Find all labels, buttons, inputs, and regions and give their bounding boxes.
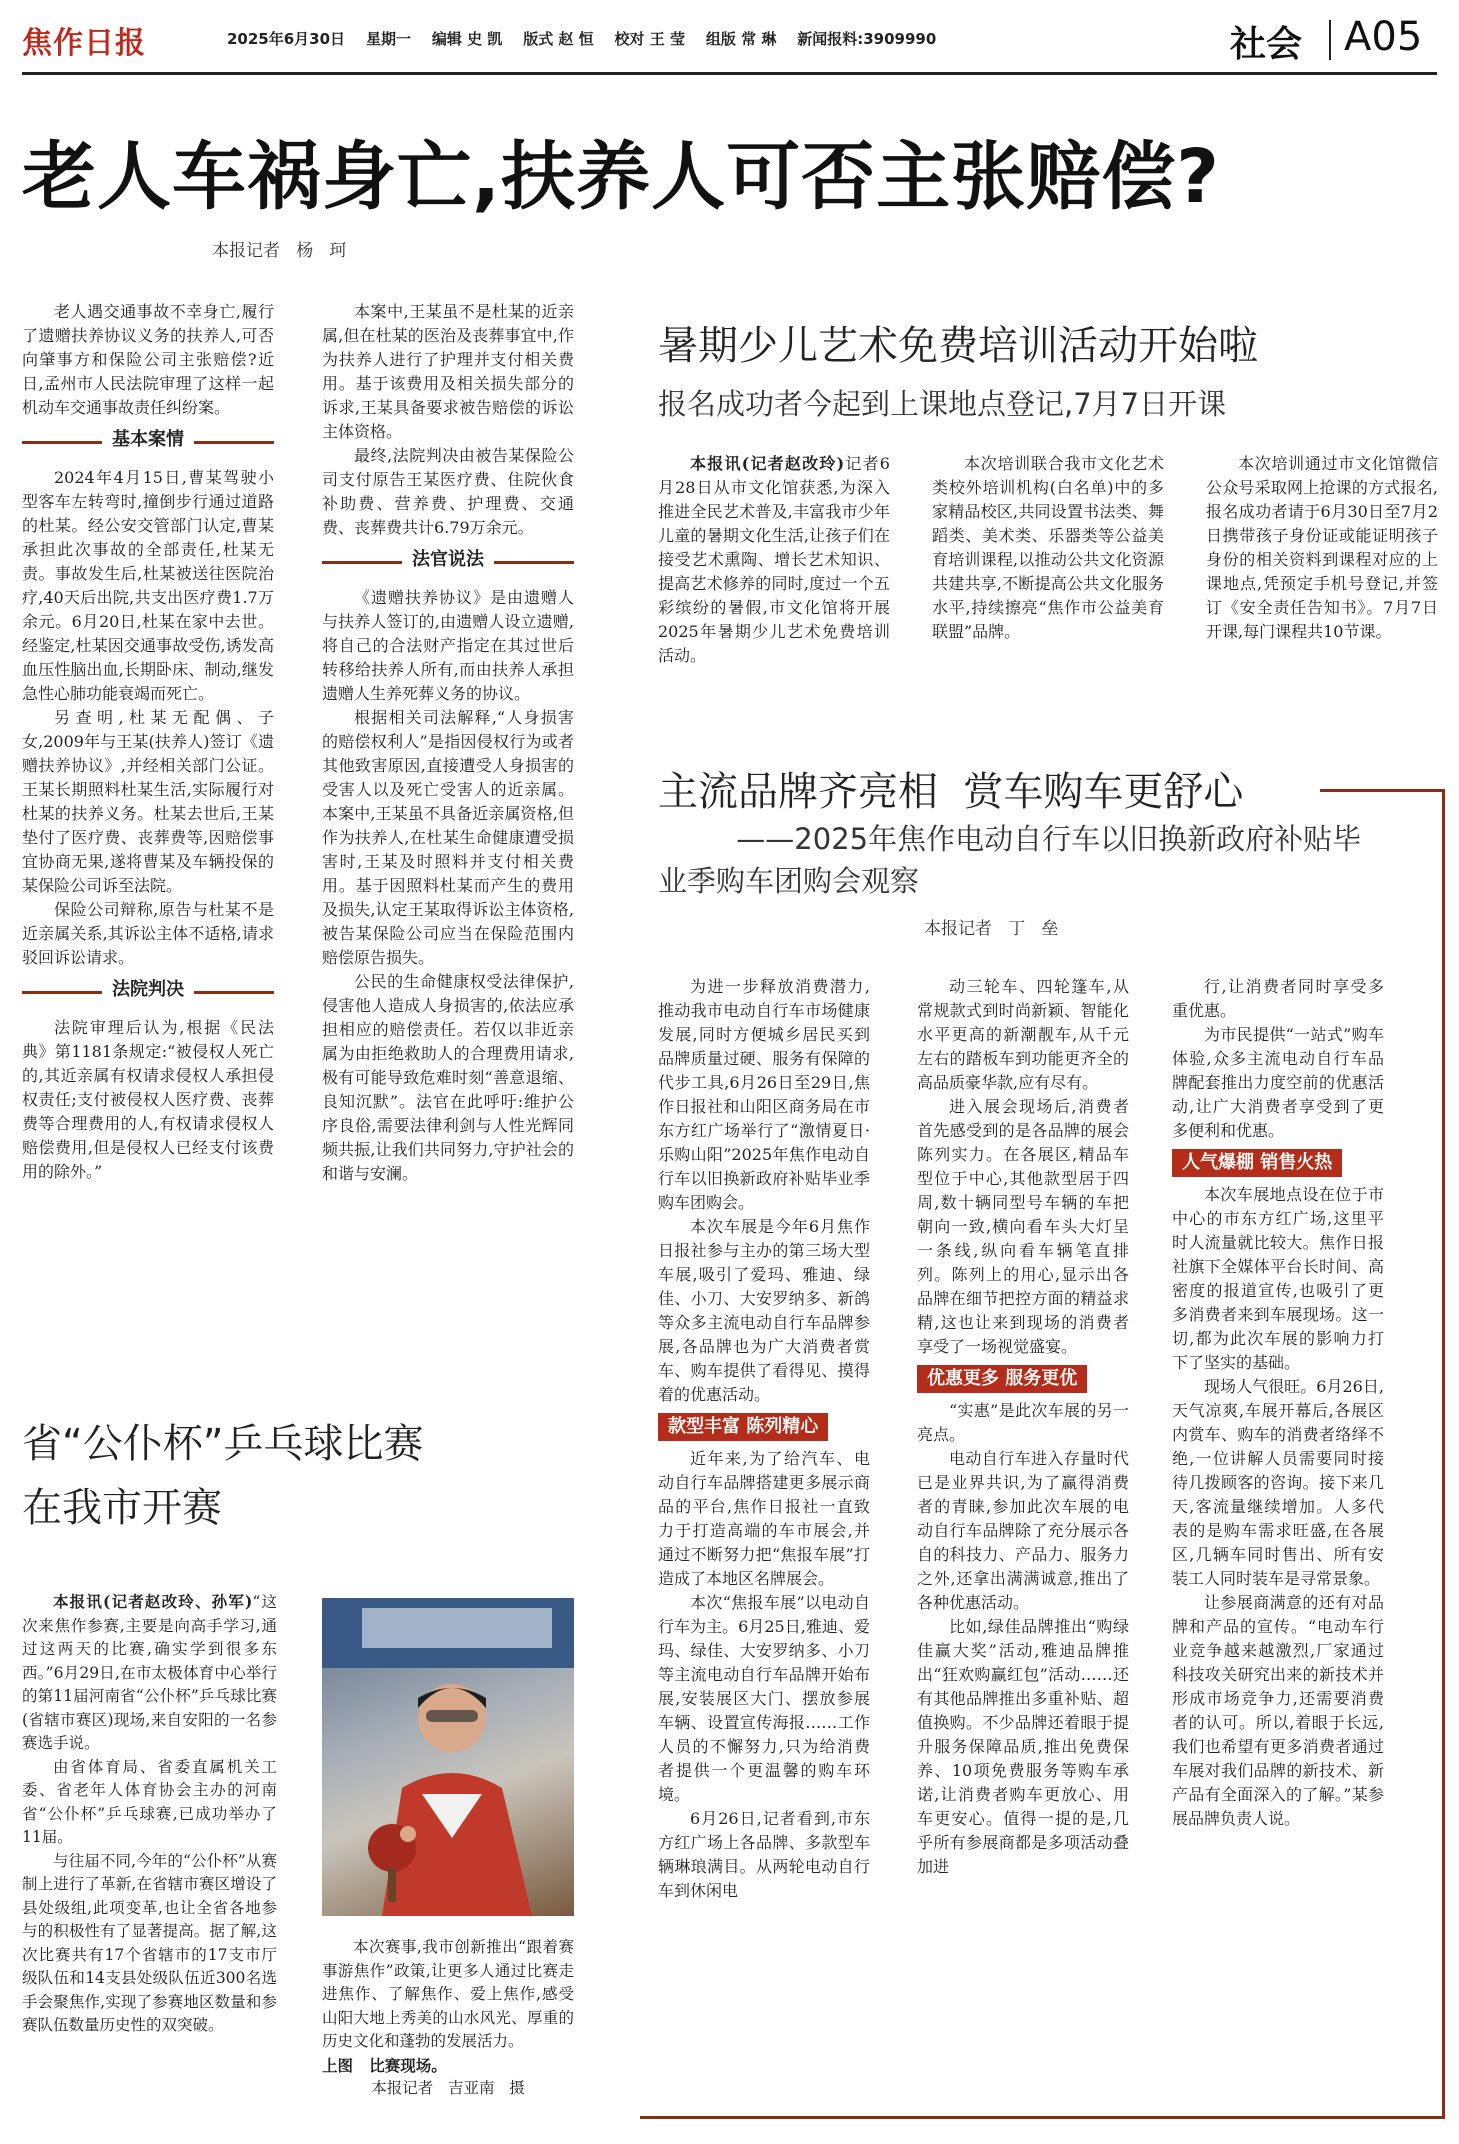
paragraph: 本次培训联合我市文化艺术类校外培训机构(白名单)中的多家精品校区,共同设置书法类、舞蹈类、美术类、乐器类等公益美育培训课程,以推动公共文化资源共建共享,不断提高公共文化服务水平,持续擦亮“焦作市公益美育联盟”品牌。 [932,454,1164,641]
article3-col1 [658,975,870,1903]
proofreader: 校对 王 莹 [614,30,685,48]
newspaper-logo: 焦作日报 [22,26,146,61]
section-head-basic-facts [22,426,274,458]
issue-date: 2025年6月30日 [227,30,346,48]
paragraph: 《遗赠扶养协议》是由遗赠人与扶养人签订的,由遗赠人设立遗赠,将自己的合法财产指定在其过世后转移给扶养人所有,而由扶养人承担遗赠人生养死葬义务的协议。 [322,588,574,703]
paragraph: 另查明,杜某无配偶、子女,2009年与王某(扶养人)签订《遗赠扶养协议》,并经相关部门公证。王某长期照料杜某生活,实际履行对杜某的扶养义务。杜某去世后,王某垫付了医疗费、丧葬费等,因赔偿事宜协商无果,遂将曹某及车辆投保的某保险公司诉至法院。 [22,708,274,895]
paragraph: 2024年4月15日,曹某驾驶小型客车左转弯时,撞倒步行通过道路的杜某。经公安交管部门认定,曹某承担此次事故的全部责任,杜某无责。事故发生后,杜某被送往医院治疗,40天后出院,共支出医疗费1.7万余元。6月20日,杜某在家中去世。经鉴定,杜某因交通事故受伤,诱发高血压性脑出血,长期卧床、制动,继发急性心肺功能衰竭而死亡。 [22,468,274,703]
paragraph: 动三轮车、四轮篷车,从常规款式到时尚新颖、智能化水平更高的新潮靓车,从千元左右的踏板车到功能更齐全的高品质豪华款,应有尽有。 [917,977,1129,1092]
news-hotline: 新闻报料:3909990 [797,30,937,48]
paragraph: “实惠”是此次车展的另一亮点。 [917,1401,1129,1444]
typesetter: 组版 常 琳 [705,30,777,48]
paragraph: 现场人气很旺。6月26日,天气凉爽,车展开幕后,各展区内赏车、购车的消费者络绎不绝,一位讲解人员需要同时接待几拨顾客的咨询。接下来几天,客流量继续增加。人多代表的是购车需求旺盛,在各展区,几辆车同时售出、所有安装工人同时装车是寻常景象。 [1172,1377,1384,1588]
article4-col1 [22,1590,277,2038]
paragraph: 电动自行车进入存量时代已是业界共识,为了赢得消费者的青睐,参加此次车展的电动自行车品牌除了充分展示各自的科技力、产品力、服务力之外,还拿出满满诚意,推出了各种优惠活动。 [917,1449,1129,1612]
paragraph: 由省体育局、省委直属机关工委、省老年人体育协会主办的河南省“公仆杯”乒乓球赛,已成功举办了11届。 [22,1757,277,1846]
dateline: 本报讯(记者赵改玲、孙军) [53,1592,253,1611]
photo-caption: 上图 比赛现场。 [322,2055,447,2075]
intro-paragraph: 老人遇交通事故不幸身亡,履行了遗赠扶养协议义务的扶养人,可否向肇事方和保险公司主张赔偿?近日,孟州市人民法院审理了这样一起机动车交通事故责任纠纷案。 [22,302,274,417]
paragraph: 比如,绿佳品牌推出“购绿佳赢大奖”活动,雅迪品牌推出“狂欢购赢红包”活动……还有其他品牌推出多重补贴、超值换购。不少品牌还着眼于提升服务保障品质,推出免费保养、10项免费服务等购车承诺,让消费者购车更放心、用车更安心。值得一提的是,几乎所有参展商都是多项活动叠加进 [917,1617,1129,1876]
subsection-tag: 优惠更多 服务更优 [917,1365,1087,1393]
article1-col1 [22,300,274,1184]
section-head-judge-says [322,546,574,578]
article3-subhead: ——2025年焦作电动自行车以旧换新政府补贴毕业季购车团购会观察 [658,822,1362,898]
paragraph: 进入展会现场后,消费者首先感受到的是各品牌的展会陈列实力。在各展区,精品车型位于中心,其他款型居于四周,数十辆同型号车辆的车把朝向一致,横向看车头大灯呈一条线,纵向看车辆笔直排列。陈列上的用心,显示出各品牌在细节把控方面的精益求精,这也让来到现场的消费者享受了一场视觉盛宴。 [917,1097,1129,1356]
editor: 编辑 史 凯 [431,30,503,48]
article3-col3 [1172,975,1384,1831]
article2-col2 [932,452,1164,644]
player-figure-icon [322,1598,574,1916]
paragraph: 本次培训通过市文化馆微信公众号采取网上抢课的方式报名,报名成功者请于6月30日至7月2日携带孩子身份证或能证明孩子身份的相关资料到课程对应的上课地点,凭预定手机号登记,并签订《安全责任告知书》。7月7日开课,每门课程共10节课。 [1206,454,1438,641]
article4-headline-line1: 省“公仆杯”乒乓球比赛 [22,1421,424,1467]
article3-byline: 本报记者 丁 垒 [924,919,1059,939]
article2-col3 [1206,452,1438,644]
article2-headline: 暑期少儿艺术免费培训活动开始啦 [658,323,1258,369]
paragraph: 法院审理后认为,根据《民法典》第1181条规定:“被侵权人死亡的,其近亲属有权请求侵权人承担侵权责任;支付被侵权人医疗费、丧葬费等合理费用的人,有权请求侵权人赔偿费用,但是侵权人已经支付该费用的除外。” [22,1018,274,1181]
article4-col2 [322,1936,574,2101]
article3-col2 [917,975,1129,1879]
section-name: 社会 [1230,24,1303,65]
section-head-label: 基本案情 [102,428,194,452]
table-tennis-photo [322,1598,574,1916]
article1-byline: 本报记者 杨 珂 [212,241,347,261]
section-head-label: 法官说法 [402,548,494,572]
weekday: 星期一 [365,30,411,48]
masthead-rule [22,72,1437,75]
paragraph-text: “这次来焦作参赛,主要是向高手学习,通过这两天的比赛,确实学到很多东西。”6月29日,在市太极体育中心举行的第11届河南省“公仆杯”乒乓球比赛(省辖市赛区)现场,来自安阳的一名参赛选手说。 [22,1593,277,1752]
section-head-label: 法院判决 [102,978,194,1002]
paragraph: 根据相关司法解释,“人身损害的赔偿权利人”是指因侵权行为或者其他致害原因,直接遭受人身损害的受害人以及死亡受害人的近亲属。本案中,王某虽不具备近亲属资格,但作为扶养人,在杜某生命健康遭受损害时,王某及时照料并支付相关费用。基于因照料杜某而产生的费用及损失,认定王某取得诉讼主体资格,被告某保险公司应当在保险范围内赔偿原告损失。 [322,708,574,967]
paragraph: 本次赛事,我市创新推出“跟着赛事游焦作”政策,让更多人通过比赛走进焦作、了解焦作、爱上焦作,感受山阳大地上秀美的山水风光、厚重的历史文化和蓬勃的发展活力。 [322,1938,574,2050]
article2-subhead: 报名成功者今起到上课地点登记,7月7日开课 [658,387,1227,421]
paragraph: 本次车展是今年6月焦作日报社参与主办的第三场大型车展,吸引了爱玛、雅迪、绿佳、小刀、大安罗纳多、新鸽等众多主流电动自行车品牌参展,各品牌也为广大消费者赏车、购车提供了看得见、摸得着的优惠活动。 [658,1217,870,1404]
article4-headline-line2: 在我市开赛 [22,1485,222,1531]
paragraph-text: 记者6月28日从市文化馆获悉,为深入推进全民艺术普及,丰富我市少年儿童的暑期文化生活,让孩子们在接受艺术熏陶、增长艺术知识、提高艺术修养的同时,度过一个五彩缤纷的暑假,市文化馆将开展2025年暑期少儿艺术免费培训活动。 [658,454,890,665]
subsection-tag: 人气爆棚 销售火热 [1172,1149,1342,1177]
page-number: A05 [1344,14,1423,60]
masthead-info [227,28,936,49]
section-divider [1329,20,1331,60]
subsection-tag: 款型丰富 陈列精心 [658,1413,828,1441]
paragraph: 行,让消费者同时享受多重优惠。 [1172,977,1384,1020]
paragraph [22,1590,277,1756]
paragraph: 6月26日,记者看到,市东方红广场上各品牌、多款型车辆琳琅满目。从两轮电动自行车到休闲电 [658,1809,870,1900]
photo-credit: 本报记者 吉亚南 摄 [371,2079,525,2097]
article1-headline: 老人车祸身亡,扶养人可否主张赔偿? [22,134,1221,220]
section-head-court-ruling [22,976,274,1008]
paragraph: 为市民提供“一站式”购车体验,众多主流电动自行车品牌配套推出力度空前的优惠活动,让广大消费者享受到了更多便利和优惠。 [1172,1025,1384,1140]
article2-col1 [658,452,890,668]
paragraph: 保险公司辩称,原告与杜某不是近亲属关系,其诉讼主体不适格,请求驳回诉讼请求。 [22,900,274,967]
paragraph: 公民的生命健康权受法律保护,侵害他人造成人身损害的,依法应承担相应的赔偿责任。若仅以非近亲属为由拒绝救助人的合理费用请求,极有可能导致危难时刻“善意退缩、良知沉默”。法官在此呼吁:维护公序良俗,需要法律利剑与人性光辉同频共振,让我们共同努力,守护社会的和谐与安澜。 [322,972,574,1183]
article3-frame-bottom [640,2116,1445,2119]
dateline: 本报讯(记者赵改玲) [690,454,845,473]
paragraph: 与往届不同,今年的“公仆杯”从赛制上进行了革新,在省辖市赛区增设了县处级组,此项变革,也让全省各地参与的积极性有了显著提高。据了解,这次比赛共有17个省辖市的17支市厅级队伍和14支县处级队伍近300名选手会聚焦作,实现了参赛地区数量和参赛队伍数量历史性的双突破。 [22,1851,277,2034]
paragraph [658,452,890,668]
paragraph: 本次车展地点设在位于市中心的市东方红广场,这里平时人流量就比较大。焦作日报社旗下全媒体平台长时间、高密度的报道宣传,也吸引了更多消费者来到车展现场。这一切,都为此次车展的影响力打下了坚实的基础。 [1172,1185,1384,1372]
paragraph: 本案中,王某虽不是杜某的近亲属,但在杜某的医治及丧葬事宜中,作为扶养人进行了护理并支付相关费用。基于该费用及相关损失部分的诉求,王某具备要求被告赔偿的诉讼主体资格。 [322,302,574,441]
paragraph: 本次“焦报车展”以电动自行车为主。6月25日,雅迪、爱玛、绿佳、大安罗纳多、小刀等主流电动自行车品牌开始布展,安装展区大门、摆放参展车辆、设置宣传海报……工作人员的不懈努力,只为给消费者提供一个更温馨的购车环境。 [658,1593,870,1804]
article1-col2 [322,300,574,1186]
article3-frame-right [1442,789,1445,2119]
layout-editor: 版式 赵 恒 [523,30,594,48]
paragraph: 让参展商满意的还有对品牌和产品的宣传。“电动车行业竞争越来越激烈,厂家通过科技攻关研究出来的新技术并形成市场竞争力,还需要消费者的认可。所以,着眼于长远,我们也希望有更多消费者通过车展对我们品牌的新技术、新产品有全面深入的了解。”某参展品牌负责人说。 [1172,1593,1384,1828]
paragraph: 近年来,为了给汽车、电动自行车品牌搭建更多展示商品的平台,焦作日报社一直致力于打造高端的车市展会,并通过不断努力把“焦报车展”打造成了本地区名牌展会。 [658,1449,870,1588]
article3-frame-top [1320,789,1445,792]
article3-headline: 主流品牌齐亮相 赏车购车更舒心 [658,769,1244,815]
masthead [22,14,1437,64]
paragraph: 最终,法院判决由被告某保险公司支付原告王某医疗费、住院伙食补助费、营养费、护理费、交通费、丧葬费共计6.79万余元。 [322,446,574,537]
paragraph: 为进一步释放消费潜力,推动我市电动自行车市场健康发展,同时方便城乡居民买到品牌质量过硬、服务有保障的代步工具,6月26日至29日,焦作日报社和山阳区商务局在市东方红广场举行了“激情夏日·乐购山阳”2025年焦作电动自行车以旧换新政府补贴毕业季购车团购会。 [658,977,870,1212]
